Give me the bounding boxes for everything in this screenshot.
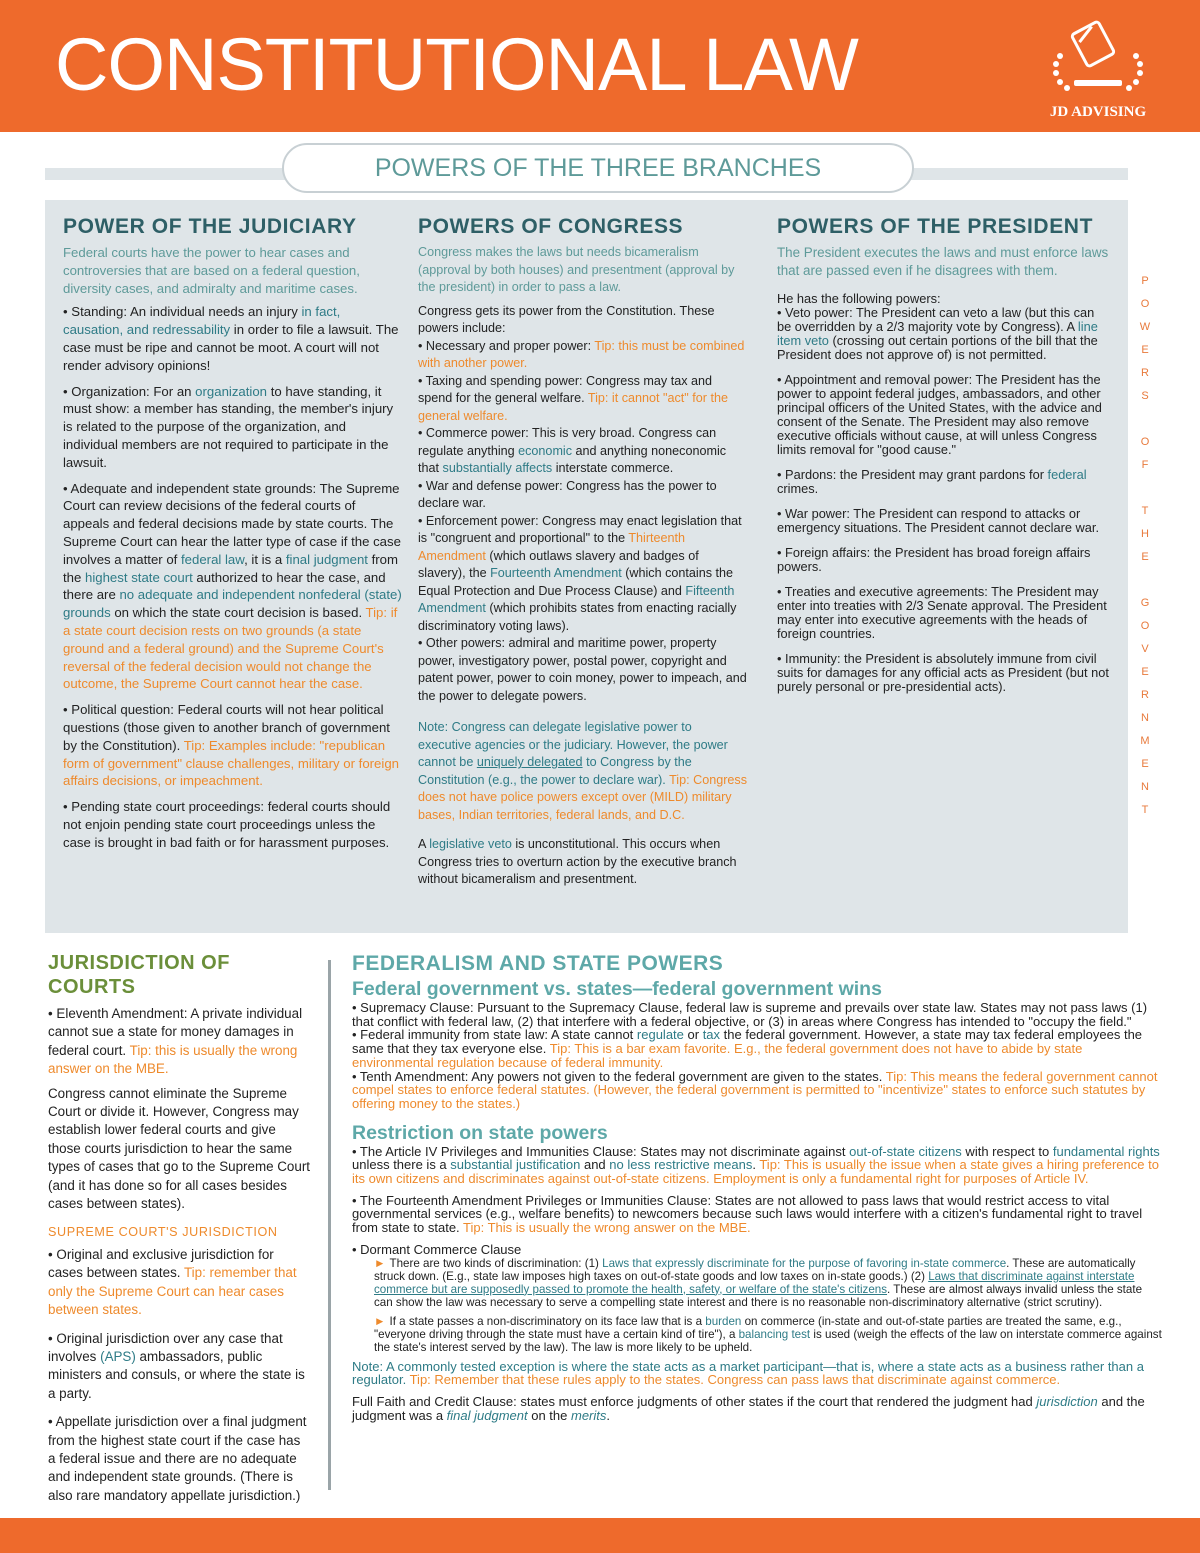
judiciary-column — [63, 214, 403, 860]
judiciary-heading: POWER OF THE JUDICIARY — [63, 215, 357, 238]
vertical-letter: E — [1141, 758, 1149, 770]
vertical-letter — [1138, 569, 1152, 592]
triangle-bullet-icon: ► — [374, 1256, 386, 1270]
vertical-letter: N — [1141, 781, 1149, 793]
full-faith-credit-item: Full Faith and Credit Clause: states must enforce judgments of other states if the court that rendered the judgment had jurisdiction and the judgment was a final judgment on the merits. — [352, 1393, 1145, 1423]
legislative-veto-item: A legislative veto is unconstitutional. This occurs when Congress tries to overturn action by the executive branch without bicameralism and presentment. — [418, 837, 737, 886]
vertical-letter: E — [1141, 344, 1149, 356]
vertical-letter: R — [1141, 689, 1149, 701]
judiciary-intro: Federal courts have the power to hear cases and controversies that are based on a federal question, diversity cases, and admiralty and maritime cases. — [63, 245, 360, 296]
federalism-column — [352, 951, 1162, 1422]
original-exclusive-item: • Original and exclusive jurisdiction for cases between states. Tip: remember that only the Supreme Court can hear cases between states. — [48, 1246, 297, 1318]
restriction-heading: Restriction on state powers — [352, 1121, 608, 1144]
dormant-commerce-sub-2: ► If a state passes a non-discriminatory on its face law that is a burden on commerce (in-state and out-of-state parties are treated the same, e.g., "everyone driving through the state must have a certain kind of tire"), a balancing test is used (weigh the effects of the law on interstate commerce against the state's interest served by the law). The law is more likely to be upheld. — [374, 1314, 1162, 1354]
logo-text: JD ADVISING — [1049, 104, 1147, 120]
header-bar — [0, 0, 1200, 132]
vertical-letter: W — [1139, 321, 1151, 333]
vertical-letter: P — [1141, 275, 1149, 287]
war-defense-item: • War and defense power: Congress has the power to declare war. — [418, 478, 717, 510]
treaties-item: • Treaties and executive agreements: The President may enter into treaties with 2/3 Senate approval. The President may enter into executive agreements with the heads of foreign countries. — [777, 584, 1107, 641]
dormant-commerce-item: • Dormant Commerce Clause — [352, 1241, 522, 1257]
vertical-label — [1138, 270, 1152, 822]
vertical-letter: M — [1140, 735, 1150, 747]
other-powers-item: • Other powers: admiral and maritime power, property power, investigatory power, postal power, copyright and patent power, power to coin money, power to impeach, and the power to delegate powers. — [418, 636, 747, 703]
vertical-letter: S — [1141, 390, 1149, 402]
war-power-item: • War power: The President can respond to attacks or emergency situations. The President cannot declare war. — [777, 506, 1099, 535]
appointment-item: • Appointment and removal power: The President has the power to appoint federal judges, ambassadors, and other principal officers of the United States, with the advice and consent of the Senate. The President may also remove executive officials without cause, at will unless Congress limits removal for "good cause." — [777, 372, 1102, 457]
delegation-note: Note: Congress can delegate legislative power to executive agencies or the judiciary. However, the power cannot be uniquely delegated to Congress by the Constitution (e.g., the power to declare war). Tip: Congress does not have police powers except over (MILD) military bases, Indian territories, federal lands, and D.C. — [418, 720, 748, 822]
enforcement-item: • Enforcement power: Congress may enact legislation that is "congruent and proportional" to the Thirteenth Amendment (which outlaws slavery and badges of slavery), the Fourteenth Amendment (which contains the Equal Protection and Due Process Clause) and Fifteenth Amendment (which prohibits states from enacting racially discriminatory voting laws). — [418, 513, 742, 633]
vertical-letter — [1138, 408, 1152, 431]
vertical-letter: E — [1141, 551, 1149, 563]
president-powers-lead: He has the following powers: — [777, 291, 941, 306]
tenth-amendment-item: • Tenth Amendment: Any powers not given to the federal government are given to the states. Tip: This means the federal government cannot compel states to enforce federal statutes. (However, the federal government is permitted to "incentivize" states to enforce such statutes by offering money to the states.) — [352, 1068, 1158, 1111]
vertical-letter: V — [1141, 643, 1149, 655]
triangle-bullet-icon: ► — [374, 1314, 386, 1328]
original-aps-item: • Original jurisdiction over any case that involves (APS) ambassadors, public ministers and consuls, or where the state is a party. — [48, 1330, 305, 1401]
president-intro: The President executes the laws and must enforce laws that are passed even if he disagrees with them. — [777, 245, 1109, 278]
federal-vs-states-heading: Federal government vs. states—federal government wins — [352, 978, 882, 1000]
standing-item: • Standing: An individual needs an injury in fact, causation, and redressability in order to file a lawsuit. The case must be ripe and cannot be moot. A court will not render advisory opinions! — [63, 304, 399, 373]
congress-heading: POWERS OF CONGRESS — [418, 215, 684, 238]
immunity-item: • Immunity: the President is absolutely immune from civil suits for damages for any official acts as President (but not purely personal or pre-presidential acts). — [777, 651, 1109, 694]
aisg-item: • Adequate and independent state grounds: The Supreme Court can review decisions of the federal courts of appeals and federal decisions made by state courts. The Supreme Court can hear the latter type of case if the case involves a matter of federal law, it is a final judgment from the highest state court authorized to hear the case, and there are no adequate and independent nonfederal (state) grounds on which the state court decision is based. Tip: if a state court decision rests on two grounds (a state ground and a federal ground) and the Supreme Court's reversal of the federal decision would not change the outcome, the Supreme Court cannot hear the case. — [63, 480, 402, 692]
foreign-affairs-item: • Foreign affairs: the President has broad foreign affairs powers. — [777, 545, 1091, 574]
eleventh-amendment-item: • Eleventh Amendment: A private individual cannot sue a state for money damages in federal court. Tip: this is usually the wrong answer on the MBE. — [48, 1006, 303, 1077]
jurisdiction-heading: JURISDICTION OF COURTS — [48, 952, 230, 998]
vertical-letter: R — [1141, 367, 1149, 379]
commerce-item: • Commerce power: This is very broad. Congress can regulate anything economic and anything noneconomic that substantially affects interstate commerce. — [418, 426, 727, 475]
gavel-book-icon — [1038, 16, 1158, 106]
president-heading: POWERS OF THE PRESIDENT — [777, 215, 1093, 238]
pending-proceedings-item: • Pending state court proceedings: federal courts should not enjoin pending state court proceedings unless the case is brought in bad faith or for harassment purposes. — [63, 799, 391, 850]
taxing-item: • Taxing and spending power: Congress may tax and spend for the general welfare. Tip: it cannot "act" for the general welfare. — [418, 373, 728, 423]
vertical-letter: G — [1140, 597, 1150, 609]
vertical-letter: O — [1140, 298, 1150, 310]
jd-advising-logo — [1038, 16, 1158, 126]
page-title: CONSTITUTIONAL LAW — [55, 23, 858, 106]
congress-source: Congress gets its power from the Constitution. These powers include: — [418, 303, 715, 335]
federal-immunity-item: • Federal immunity from state law: A state cannot regulate or tax the federal government. However, a state may tax federal employees the same that they tax everyone else. Tip: This is a bar exam favorite. E.g., the federal government does not have to abide by state environmental regulation because of federal immunity. — [352, 1027, 1143, 1070]
supremacy-item: • Supremacy Clause: Pursuant to the Supremacy Clause, federal law is supreme and prevails over state law. States may not pass laws (1) that conflict with federal law, (2) that interfere with a federal objective, or (3) in areas where Congress has intended to "occupy the field." — [352, 1000, 1148, 1029]
dormant-commerce-sub-1: ► There are two kinds of discrimination: (1) Laws that expressly discriminate for the purpose of favoring in-state commerce. These are automatically struck down. (E.g., state law imposes high taxes on out-of-state goods and low taxes on in-state goods.) (2) Laws that discriminate against interstate commerce but are supposedly passed to promote the health, safety, or welfare of the state's citizens. These are almost always invalid unless the state can show the law was necessary to serve a compelling state interest and there is no reasonable non-discriminatory alternative (strict scrutiny). — [374, 1256, 1143, 1309]
vertical-letter: T — [1141, 804, 1149, 816]
pardons-item: • Pardons: the President may grant pardons for federal crimes. — [777, 467, 1087, 496]
jurisdiction-column — [48, 951, 310, 1505]
branches-panel — [45, 200, 1128, 933]
vertical-letter: H — [1141, 528, 1149, 540]
subtitle: POWERS OF THE THREE BRANCHES — [282, 143, 914, 193]
appellate-item: • Appellate jurisdiction over a final judgment from the highest state court if the case has a federal issue and there are no adequate and independent state grounds. (There is also rare mandatory appellate jurisdiction.) — [48, 1414, 307, 1503]
vertical-letter: E — [1141, 666, 1149, 678]
vertical-letter: T — [1141, 505, 1149, 517]
organization-item: • Organization: For an organization to have standing, it must show: a member has standing, the member's injury is related to the purpose of the organization, and individual members are not required to participate in the lawsuit. — [63, 383, 394, 470]
vertical-letter: F — [1141, 459, 1149, 471]
federalism-heading: FEDERALISM AND STATE POWERS — [352, 952, 724, 975]
article-iv-item: • The Article IV Privileges and Immunities Clause: States may not discriminate against out-of-state citizens with respect to fundamental rights unless there is a substantial justification and no less restrictive means. Tip: This is usually the issue when a state gives a hiring preference to its own citizens and discriminates against out-of-state citizens. Employment is only a fundamental right for purposes of Article IV. — [352, 1143, 1160, 1187]
vertical-letter: N — [1141, 712, 1149, 724]
congress-courts-text: Congress cannot eliminate the Supreme Court or divide it. However, Congress may establish lower federal courts and give those courts jurisdiction to hear the same types of cases that go to the Supreme Court (and it has done so for all cases besides cases between states). — [48, 1085, 311, 1212]
market-participant-note: Note: A commonly tested exception is where the state acts as a market participant—that is, where a state acts as a business rather than a regulator. Tip: Remember that these rules apply to the states. Congress can pass laws that discriminate against commerce. — [352, 1358, 1144, 1388]
footer-bar — [0, 1518, 1200, 1553]
vertical-letter: O — [1140, 436, 1150, 448]
supreme-court-jurisdiction-heading: SUPREME COURT'S JURISDICTION — [48, 1225, 278, 1240]
president-column — [777, 214, 1109, 705]
congress-intro: Congress makes the laws but needs bicameralism (approval by both houses) and presentment (approval by the president) in order to pass a law. — [418, 245, 735, 294]
political-question-item: • Political question: Federal courts will not hear political questions (those given to another branch of government by the Constitution). Tip: Examples include: "republican form of government" clause challenges, military or foreign affairs decisions, or impeachment. — [63, 702, 399, 789]
vertical-letter — [1138, 477, 1152, 500]
column-divider — [328, 960, 331, 1490]
vertical-letter: O — [1140, 620, 1150, 632]
necessary-proper-item: • Necessary and proper power: Tip: this must be combined with another power. — [418, 338, 745, 370]
veto-power-item: • Veto power: The President can veto a law (but this can be overridden by a 2/3 majority vote by Congress). A line item veto (crossing out certain portions of the bill that the President does not approve of) is not permitted. — [777, 305, 1098, 362]
fourteenth-amendment-item: • The Fourteenth Amendment Privileges or Immunities Clause: States are not allowed to pass laws that would restrict access to vital governmental services (e.g., welfare benefits) to newcomers because such laws would interfere with a citizen's fundamental right to travel from state to state. Tip: This is usually the wrong answer on the MBE. — [352, 1192, 1143, 1236]
congress-column — [418, 214, 748, 889]
